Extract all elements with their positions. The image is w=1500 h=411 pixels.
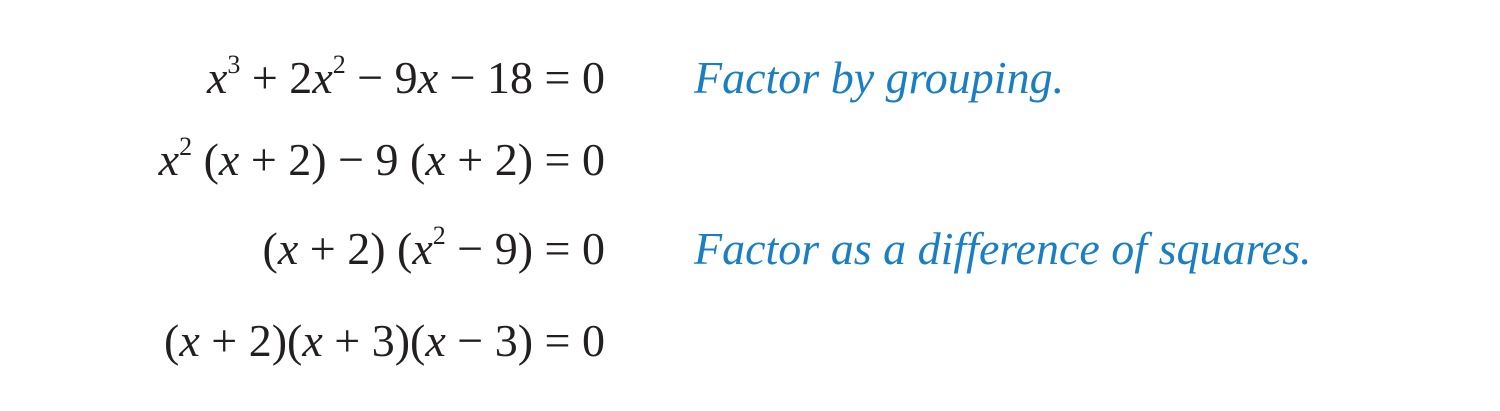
- equation-term: (: [164, 315, 180, 366]
- variable-x: x: [179, 315, 200, 366]
- variable-x: x: [417, 52, 439, 103]
- exponent: 2: [179, 131, 193, 161]
- step-note-difference-of-squares: Factor as a difference of squares.: [694, 223, 1312, 274]
- variable-x: x: [277, 223, 299, 274]
- equation-term: (: [262, 223, 278, 274]
- equation-step-3: [262, 220, 605, 274]
- equation-term: − 9) = 0: [457, 223, 605, 274]
- equation-step-1: [206, 49, 605, 103]
- equation-term: + 2) = 0: [457, 134, 605, 185]
- equation-term: + 2)(: [211, 315, 303, 366]
- variable-x: x: [218, 134, 240, 185]
- exponent: 3: [227, 49, 241, 79]
- exponent: 2: [432, 220, 446, 250]
- equation-term: + 2) − 9 (: [250, 134, 426, 185]
- equation-term: + 2) (: [309, 223, 413, 274]
- equation-term: − 9: [357, 52, 418, 103]
- step-note-factor-by-grouping: Factor by grouping.: [694, 52, 1065, 103]
- variable-x: x: [312, 52, 333, 103]
- variable-x: x: [158, 134, 180, 185]
- exponent: 2: [332, 49, 346, 79]
- equation-term: + 3)(: [334, 315, 426, 366]
- equation-term: + 2: [251, 52, 313, 103]
- variable-x: x: [302, 315, 323, 366]
- equation-term: − 18 = 0: [449, 52, 605, 103]
- equation-term: − 3) = 0: [457, 315, 605, 366]
- variable-x: x: [412, 223, 433, 274]
- variable-x: x: [425, 315, 446, 366]
- variable-x: x: [425, 134, 446, 185]
- equation-step-4: [164, 315, 605, 366]
- equation-term: (: [203, 134, 219, 185]
- variable-x: x: [206, 52, 228, 103]
- equation-step-2: [158, 131, 605, 185]
